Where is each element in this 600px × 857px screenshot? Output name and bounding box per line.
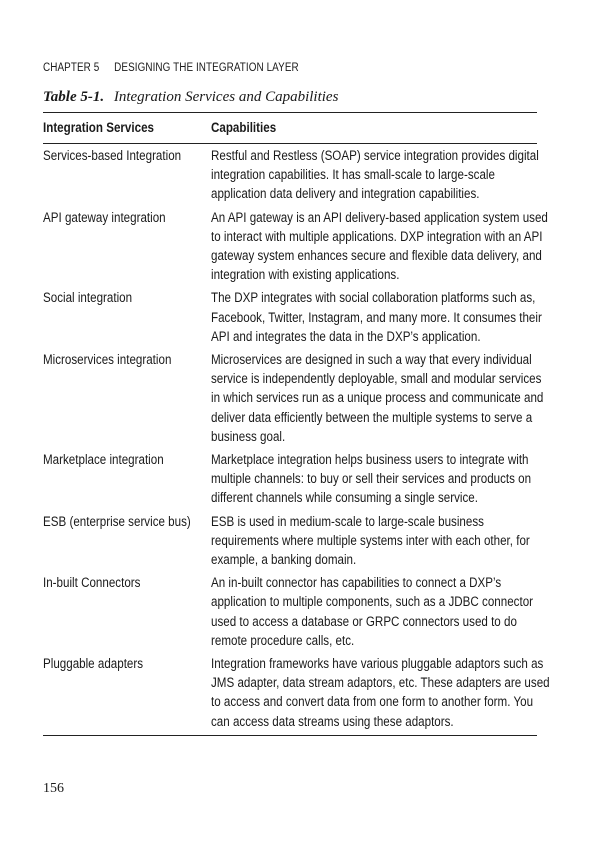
service-name: Microservices integration [43, 352, 172, 368]
capability-cell [211, 512, 537, 570]
capability-line: business goal. [211, 428, 286, 444]
capability-line: to access and convert data from one form to another form. You [211, 694, 534, 710]
table-header-rule [43, 143, 537, 144]
capability-cell [211, 654, 550, 731]
capability-line: gateway system enhances secure and flexible data delivery, and [211, 248, 542, 264]
service-cell [43, 288, 211, 346]
capability-line: requirements where multiple systems inter with each other, for [211, 532, 530, 548]
table-row [43, 146, 537, 204]
capability-line: JMS adapter, data stream adaptors, etc. These adapters are used [211, 675, 550, 691]
table-caption-text: Integration Services and Capabilities [113, 89, 339, 105]
capability-line: deliver data efficiently between the multiple systems to serve a [211, 409, 533, 425]
capability-line: An API gateway is an API delivery-based application system used [211, 209, 548, 225]
table-row [43, 350, 544, 446]
capability-line: Marketplace integration helps business users to integrate with [211, 452, 529, 468]
service-name: API gateway integration [43, 209, 166, 225]
capability-line: Integration frameworks have various pluggable adaptors such as [211, 656, 544, 672]
capability-line: API and integrates the data in the DXP’s application. [211, 328, 481, 344]
service-cell [43, 146, 211, 204]
page-number: 156 [43, 781, 64, 796]
capability-line: service is independently deployable, small and modular services [211, 371, 542, 387]
running-head [43, 62, 299, 74]
capability-cell [211, 208, 548, 285]
capability-line: The DXP integrates with social collaboration platforms such as, [211, 290, 536, 306]
capability-line: remote procedure calls, etc. [211, 632, 355, 648]
capability-line: in which services run as a unique process and communicate and [211, 390, 544, 406]
capability-line: application to multiple components, such as a JDBC connector [211, 594, 534, 610]
capability-line: Restful and Restless (SOAP) service integration provides digital [211, 148, 539, 163]
capability-cell [211, 146, 537, 204]
capability-line: can access data streams using these adaptors. [211, 713, 454, 729]
table-body [43, 146, 550, 731]
column-header-capabilities: Capabilities [211, 120, 277, 135]
service-name: Marketplace integration [43, 452, 164, 468]
capability-cell [211, 450, 537, 508]
capability-line: Facebook, Twitter, Instagram, and many more. It consumes their [211, 309, 542, 325]
capability-line: multiple channels: to buy or sell their services and products on [211, 471, 532, 487]
table-row [43, 450, 537, 508]
service-cell [43, 654, 211, 731]
service-name: Social integration [43, 290, 133, 306]
capability-line: different channels while consuming a single service. [211, 490, 478, 506]
table-caption-label: Table 5-1. [43, 89, 105, 105]
capability-line: integration with existing applications. [211, 267, 400, 283]
table-row [43, 573, 537, 650]
capability-cell [211, 288, 542, 346]
table-row [43, 208, 548, 285]
capability-cell [211, 573, 537, 650]
service-cell [43, 350, 211, 446]
capability-line: Microservices are designed in such a way that every individual [211, 352, 532, 368]
capability-line: used to access a database or GRPC connectors used to do [211, 613, 517, 629]
capability-line: ESB is used in medium-scale to large-scale business [211, 513, 484, 529]
service-name: Pluggable adapters [43, 656, 144, 672]
table-bottom-rule [43, 735, 537, 736]
capability-cell [211, 350, 544, 446]
chapter-title: DESIGNING THE INTEGRATION LAYER [114, 62, 299, 74]
capability-line: application data delivery and integration capabilities. [211, 186, 480, 202]
table-row [43, 512, 537, 570]
service-name: In-built Connectors [43, 575, 141, 591]
service-cell [43, 208, 211, 285]
service-cell [43, 512, 211, 570]
capability-line: An in-built connector has capabilities to connect a DXP’s [211, 575, 502, 591]
capability-line: to interact with multiple applications. DXP integration with an API [211, 228, 543, 244]
table-row [43, 288, 542, 346]
service-cell [43, 450, 211, 508]
service-name: ESB (enterprise service bus) [43, 513, 191, 529]
capability-line: integration capabilities. It has small-scale to large-scale [211, 167, 495, 183]
capability-line: example, a banking domain. [211, 552, 357, 568]
service-cell [43, 573, 211, 650]
chapter-number: CHAPTER 5 [43, 62, 100, 74]
table-caption [43, 89, 338, 106]
column-header-services: Integration Services [43, 120, 154, 135]
service-name: Services-based Integration [43, 148, 182, 163]
table-top-rule [43, 112, 537, 113]
table-row [43, 654, 550, 731]
